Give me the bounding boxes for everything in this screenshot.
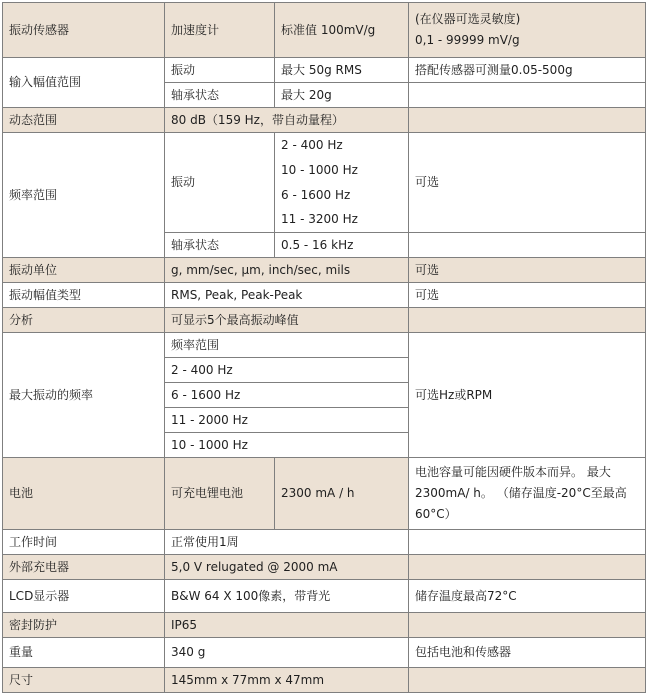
table-row	[3, 58, 646, 83]
row-label: LCD显示器	[3, 580, 165, 613]
row-label: 重量	[3, 638, 165, 668]
cell-value: 0.5 - 16 kHz	[275, 233, 409, 258]
freq-value: 11 - 3200 Hz	[275, 208, 409, 233]
cell-note	[409, 555, 646, 580]
table-row	[3, 333, 646, 358]
cell-value: 振动	[165, 133, 275, 233]
cell-value: 加速度计	[165, 3, 275, 58]
row-label: 电池	[3, 458, 165, 530]
table-row	[3, 108, 646, 133]
cell-note: 可选	[409, 258, 646, 283]
freq-value: 2 - 400 Hz	[275, 133, 409, 158]
table-row	[3, 638, 646, 668]
cell-value: g, mm/sec, µm, inch/sec, mils	[165, 258, 409, 283]
cell-value: 2300 mA / h	[275, 458, 409, 530]
cell-note	[409, 530, 646, 555]
cell-value: B&W 64 X 100像素，带背光	[165, 580, 409, 613]
row-label: 外部充电器	[3, 555, 165, 580]
row-label: 尺寸	[3, 668, 165, 693]
cell-value: IP65	[165, 613, 409, 638]
cell-value: 频率范围	[165, 333, 409, 358]
cell-value: 可显示5个最高振动峰值	[165, 308, 409, 333]
cell-note	[409, 83, 646, 108]
cell-note: 可选Hz或RPM	[409, 333, 646, 458]
row-label: 密封防护	[3, 613, 165, 638]
cell-value: 6 - 1600 Hz	[165, 383, 409, 408]
table-row	[3, 133, 646, 158]
cell-value: 5,0 V relugated @ 2000 mA	[165, 555, 409, 580]
cell-value: 轴承状态	[165, 83, 275, 108]
row-label: 频率范围	[3, 133, 165, 258]
cell-value: 正常使用1周	[165, 530, 409, 555]
cell-note: 可选	[409, 283, 646, 308]
cell-note	[409, 613, 646, 638]
cell-note	[409, 3, 646, 58]
cell-note	[409, 308, 646, 333]
row-label: 工作时间	[3, 530, 165, 555]
cell-value: 轴承状态	[165, 233, 275, 258]
table-row	[3, 258, 646, 283]
cell-note: 包括电池和传感器	[409, 638, 646, 668]
table-row	[3, 555, 646, 580]
row-label: 振动单位	[3, 258, 165, 283]
cell-note: 可选	[409, 133, 646, 233]
row-label: 振动传感器	[3, 3, 165, 58]
table-row	[3, 613, 646, 638]
cell-note: 搭配传感器可测量0.05-500g	[409, 58, 646, 83]
cell-value: 11 - 2000 Hz	[165, 408, 409, 433]
cell-note: 储存温度最高72°C	[409, 580, 646, 613]
row-label: 最大振动的频率	[3, 333, 165, 458]
table-row	[3, 308, 646, 333]
note-line: 0,1 - 99999 mV/g	[415, 33, 520, 47]
cell-value: 标准值 100mV/g	[275, 3, 409, 58]
cell-value: 2 - 400 Hz	[165, 358, 409, 383]
note-line: (在仪器可选灵敏度)	[415, 12, 521, 26]
cell-value: 振动	[165, 58, 275, 83]
table-row	[3, 458, 646, 530]
cell-note: 电池容量可能因硬件版本而异。 最大2300mA/ h。 （储存温度-20°C至最高60°C）	[409, 458, 646, 530]
cell-note	[409, 108, 646, 133]
spec-table	[2, 2, 646, 693]
row-label: 输入幅值范围	[3, 58, 165, 108]
row-label: 振动幅值类型	[3, 283, 165, 308]
freq-value: 10 - 1000 Hz	[275, 158, 409, 183]
cell-note	[409, 668, 646, 693]
row-label: 分析	[3, 308, 165, 333]
table-row	[3, 3, 646, 58]
cell-value: 最大 20g	[275, 83, 409, 108]
freq-value: 6 - 1600 Hz	[275, 183, 409, 208]
cell-value: RMS, Peak, Peak-Peak	[165, 283, 409, 308]
row-label: 动态范围	[3, 108, 165, 133]
cell-value: 可充电锂电池	[165, 458, 275, 530]
table-row	[3, 283, 646, 308]
table-row	[3, 668, 646, 693]
table-row	[3, 580, 646, 613]
cell-value: 80 dB（159 Hz，带自动量程）	[165, 108, 409, 133]
cell-note	[409, 233, 646, 258]
table-row	[3, 530, 646, 555]
cell-value: 340 g	[165, 638, 409, 668]
cell-value: 145mm x 77mm x 47mm	[165, 668, 409, 693]
cell-value: 最大 50g RMS	[275, 58, 409, 83]
cell-value: 10 - 1000 Hz	[165, 433, 409, 458]
